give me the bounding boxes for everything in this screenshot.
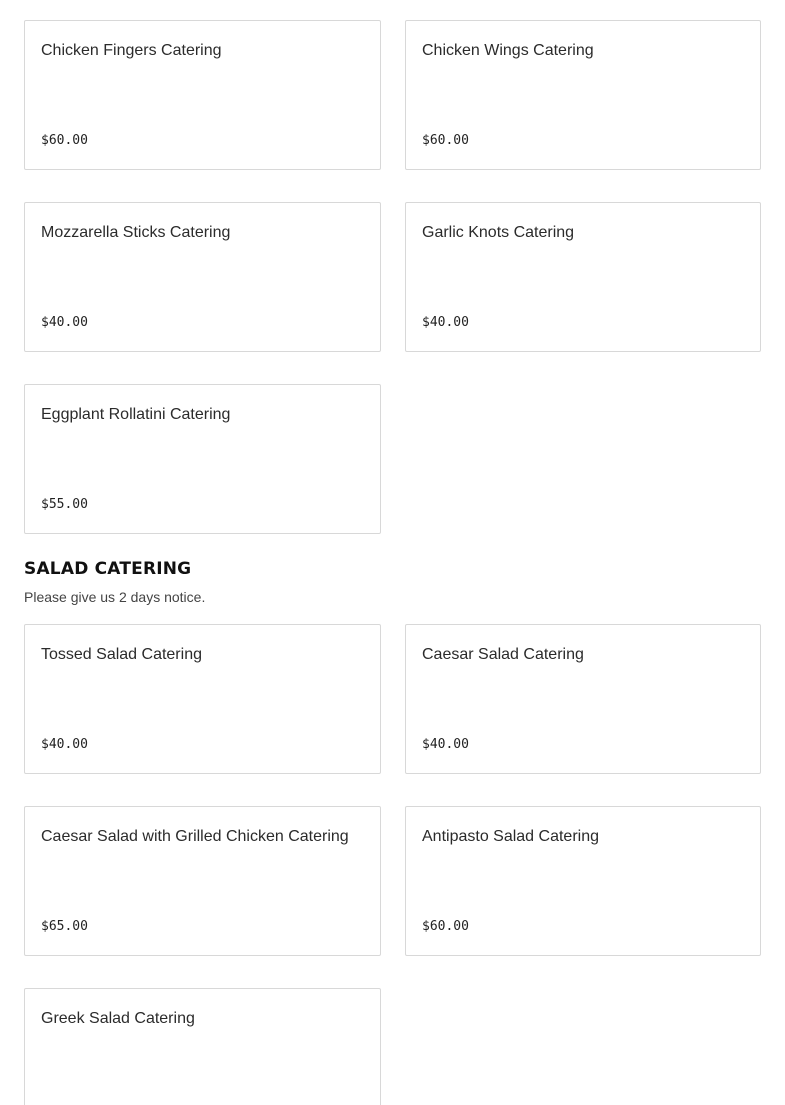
- menu-item-name: Mozzarella Sticks Catering: [41, 224, 231, 241]
- menu-item-name: Caesar Salad with Grilled Chicken Catering: [41, 828, 349, 845]
- menu-item-price: $40.00: [422, 315, 469, 330]
- menu-item-card[interactable]: [24, 20, 381, 170]
- menu-item-price: $60.00: [422, 919, 469, 934]
- section-notice: Please give us 2 days notice.: [24, 589, 206, 605]
- menu-item-name: Tossed Salad Catering: [41, 646, 202, 663]
- menu-item-name: Greek Salad Catering: [41, 1010, 195, 1027]
- menu-item-card[interactable]: [24, 806, 381, 956]
- menu-item-price: $40.00: [41, 315, 88, 330]
- menu-item-card[interactable]: [405, 806, 761, 956]
- menu-item-name: Eggplant Rollatini Catering: [41, 406, 231, 423]
- menu-item-name: Chicken Wings Catering: [422, 42, 594, 59]
- menu-item-name: Caesar Salad Catering: [422, 646, 584, 663]
- menu-item-price: $60.00: [422, 133, 469, 148]
- menu-item-card[interactable]: [24, 624, 381, 774]
- menu-item-card[interactable]: [24, 202, 381, 352]
- menu-item-name: Garlic Knots Catering: [422, 224, 575, 241]
- section-title: SALAD CATERING: [24, 559, 192, 579]
- menu-item-card[interactable]: [24, 384, 381, 534]
- menu-item-price: $40.00: [422, 737, 469, 752]
- menu-item-name: Chicken Fingers Catering: [41, 42, 222, 59]
- menu-item-price: $55.00: [41, 497, 88, 512]
- menu-item-name: Antipasto Salad Catering: [422, 828, 599, 845]
- menu-item-price: $60.00: [41, 133, 88, 148]
- menu-item-card[interactable]: [24, 988, 381, 1105]
- menu-item-card[interactable]: [405, 202, 761, 352]
- menu-item-price: $40.00: [41, 737, 88, 752]
- menu-item-card[interactable]: [405, 624, 761, 774]
- menu-item-card[interactable]: [405, 20, 761, 170]
- menu-item-price: $65.00: [41, 919, 88, 934]
